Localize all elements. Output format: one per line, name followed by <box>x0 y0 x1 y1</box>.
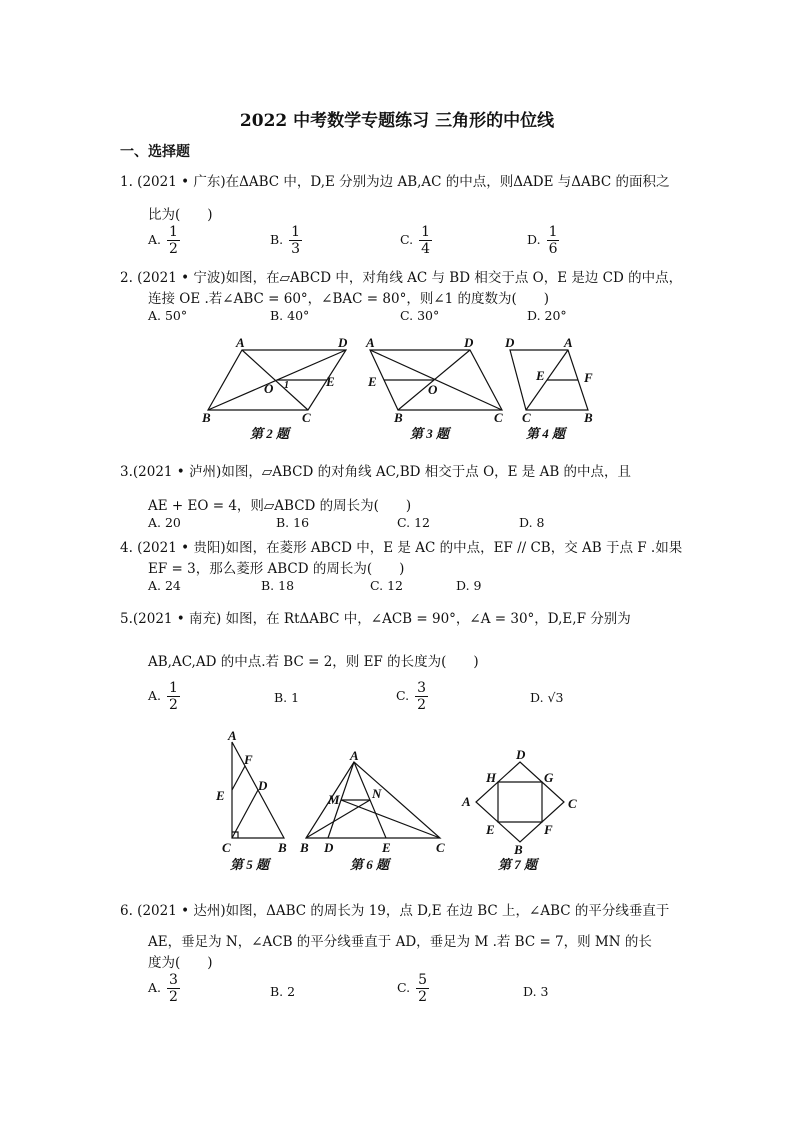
q5-option-b[interactable]: B. 1 <box>274 690 300 705</box>
option-label: A. <box>148 980 162 995</box>
q2-option-a[interactable]: A. 50° <box>148 308 188 323</box>
figure-q5 <box>210 728 300 876</box>
fraction-den: 3 <box>291 241 301 257</box>
fig5-label-d: D <box>258 778 268 793</box>
option-label: C. <box>400 232 414 247</box>
fraction-den: 2 <box>169 989 178 1005</box>
fig4-label-c: C <box>522 410 531 425</box>
q1-line1: 1. (2021 • 广东)在ΔABC 中，D,E 分别为边 AB,AC 的中点，则ΔADE 与ΔABC 的面积之 <box>120 174 670 190</box>
fig3-caption: 第 3 题 <box>410 426 450 441</box>
q6-line2: AE，垂足为 N，∠ACB 的平分线垂直于 AD，垂足为 M .若 BC = 7，则 MN 的长 <box>148 934 652 950</box>
section-heading: 一、选择题 <box>120 144 190 160</box>
fig6-label-a: A <box>350 748 359 763</box>
fig7-label-d: D <box>516 747 526 762</box>
q6-line3: 度为( ) <box>148 955 213 971</box>
fraction-num: 1 <box>169 680 178 696</box>
fraction-den: 4 <box>421 241 431 257</box>
fig3-label-d: D <box>464 335 474 350</box>
q2-option-d[interactable]: D. 20° <box>527 308 567 323</box>
q4-line2: EF = 3，那么菱形 ABCD 的周长为( ) <box>148 561 405 577</box>
q1-option-b[interactable] <box>270 224 302 257</box>
q3-option-c[interactable]: C. 12 <box>397 515 430 530</box>
q4-option-b[interactable]: B. 18 <box>261 578 295 593</box>
q5-option-c[interactable] <box>396 680 428 713</box>
fraction-num: 1 <box>421 224 431 240</box>
fig7-label-c: C <box>568 796 577 811</box>
option-label: A. <box>148 232 162 247</box>
fig3-label-c: C <box>494 410 503 425</box>
fig2-label-o: O <box>264 381 274 396</box>
fraction-num: 3 <box>169 972 178 988</box>
figure-q4 <box>500 332 610 447</box>
fig5-label-c: C <box>222 840 231 855</box>
fraction-den: 2 <box>169 697 178 713</box>
fig7-label-b: B <box>514 842 523 857</box>
fig7-label-g: G <box>544 770 554 785</box>
fig7-label-f: F <box>544 822 553 837</box>
fig4-label-d: D <box>505 335 515 350</box>
fig4-label-b: B <box>584 410 593 425</box>
q6-option-c[interactable] <box>397 972 429 1005</box>
q2-line2: 连接 OE .若∠ABC = 60°，∠BAC = 80°，则∠1 的度数为( ) <box>148 291 550 307</box>
fig6-label-b: B <box>300 840 309 855</box>
fig2-label-b: B <box>202 410 211 425</box>
page-title: 2022 中考数学专题练习 三角形的中位线 <box>239 111 555 131</box>
q1-line2: 比为( ) <box>148 207 213 223</box>
q1-option-d[interactable] <box>527 224 559 257</box>
fig2-label-1: 1 <box>284 380 289 391</box>
fig2-label-c: C <box>302 410 311 425</box>
q5-line1: 5.(2021 • 南充) 如图，在 RtΔABC 中，∠ACB = 90°，∠A = 30°，D,E,F 分别为 <box>120 611 631 627</box>
fig6-label-d: D <box>324 840 334 855</box>
fig6-label-n: N <box>372 786 382 801</box>
fraction-num: 1 <box>548 224 558 240</box>
q2-line1: 2. (2021 • 宁波)如图，在▱ABCD 中，对角线 AC 与 BD 相交于点 O，E 是边 CD 的中点， <box>120 270 683 286</box>
fig5-label-f: F <box>244 752 253 767</box>
q1-option-a[interactable] <box>148 224 180 257</box>
fig5-label-e: E <box>216 788 225 803</box>
q5-option-a[interactable] <box>148 680 180 713</box>
figure-q2 <box>200 332 360 447</box>
fig4-label-a: A <box>564 335 573 350</box>
q1-option-c[interactable] <box>400 224 432 257</box>
fig6-label-c: C <box>436 840 445 855</box>
fig2-caption: 第 2 题 <box>250 426 290 441</box>
fig4-caption: 第 4 题 <box>526 426 566 441</box>
q4-option-a[interactable]: A. 24 <box>148 578 181 593</box>
fraction-num: 5 <box>418 972 428 988</box>
q5-option-d[interactable]: D. √3 <box>530 690 564 705</box>
q6-option-b[interactable]: B. 2 <box>270 984 296 999</box>
fig7-caption: 第 7 题 <box>498 857 538 872</box>
fraction-den: 2 <box>418 989 428 1005</box>
figure-q7 <box>458 748 588 876</box>
q4-option-d[interactable]: D. 9 <box>456 578 482 593</box>
fig4-label-e: E <box>536 368 545 383</box>
fig6-label-m: M <box>328 792 340 807</box>
fig2-label-d: D <box>338 335 348 350</box>
fig6-caption: 第 6 题 <box>350 857 390 872</box>
fig6-label-e: E <box>382 840 391 855</box>
fraction-den: 2 <box>417 697 427 713</box>
q2-option-b[interactable]: B. 40° <box>270 308 310 323</box>
q2-option-c[interactable]: C. 30° <box>400 308 440 323</box>
fig5-caption: 第 5 题 <box>230 857 270 872</box>
q3-option-a[interactable]: A. 20 <box>148 515 181 530</box>
fraction-num: 1 <box>291 224 301 240</box>
fig7-label-h: H <box>486 770 497 785</box>
fig3-label-b: B <box>394 410 403 425</box>
option-label: C. <box>397 980 411 995</box>
fig5-label-a: A <box>228 728 237 743</box>
q4-option-c[interactable]: C. 12 <box>370 578 403 593</box>
fraction-den: 2 <box>169 241 178 257</box>
q4-line1: 4. (2021 • 贵阳)如图，在菱形 ABCD 中，E 是 AC 的中点，EF // CB，交 AB 于点 F .如果 <box>120 540 683 556</box>
q6-option-a[interactable] <box>148 972 180 1005</box>
fig7-label-a: A <box>462 794 471 809</box>
option-label: D. <box>527 232 541 247</box>
fig4-label-f: F <box>584 370 593 385</box>
figure-q3 <box>362 332 512 447</box>
q6-line1: 6. (2021 • 达州)如图，ΔABC 的周长为 19，点 D,E 在边 BC 上，∠ABC 的平分线垂直于 <box>120 903 670 919</box>
fraction-num: 3 <box>417 680 427 696</box>
fig2-label-e: E <box>326 374 335 389</box>
fraction-den: 6 <box>548 241 558 257</box>
option-label: A. <box>148 688 162 703</box>
option-label: B. <box>270 232 284 247</box>
q3-line2: AE + EO = 4，则▱ABCD 的周长为( ) <box>148 498 412 514</box>
fig2-label-a: A <box>236 335 245 350</box>
figure-q6 <box>296 748 456 876</box>
q3-line1: 3.(2021 • 泸州)如图，▱ABCD 的对角线 AC,BD 相交于点 O，E 是 AB 的中点，且 <box>120 464 632 480</box>
q3-option-b[interactable]: B. 16 <box>276 515 310 530</box>
fraction-num: 1 <box>169 224 178 240</box>
option-label: C. <box>396 688 410 703</box>
q6-option-d[interactable]: D. 3 <box>523 984 549 999</box>
q3-option-d[interactable]: D. 8 <box>519 515 545 530</box>
fig3-label-e: E <box>368 374 377 389</box>
fig3-label-a: A <box>366 335 375 350</box>
fig5-label-b: B <box>278 840 287 855</box>
fig3-label-o: O <box>428 382 438 397</box>
q5-line2: AB,AC,AD 的中点.若 BC = 2，则 EF 的长度为( ) <box>148 654 479 670</box>
fig7-label-e: E <box>486 822 495 837</box>
